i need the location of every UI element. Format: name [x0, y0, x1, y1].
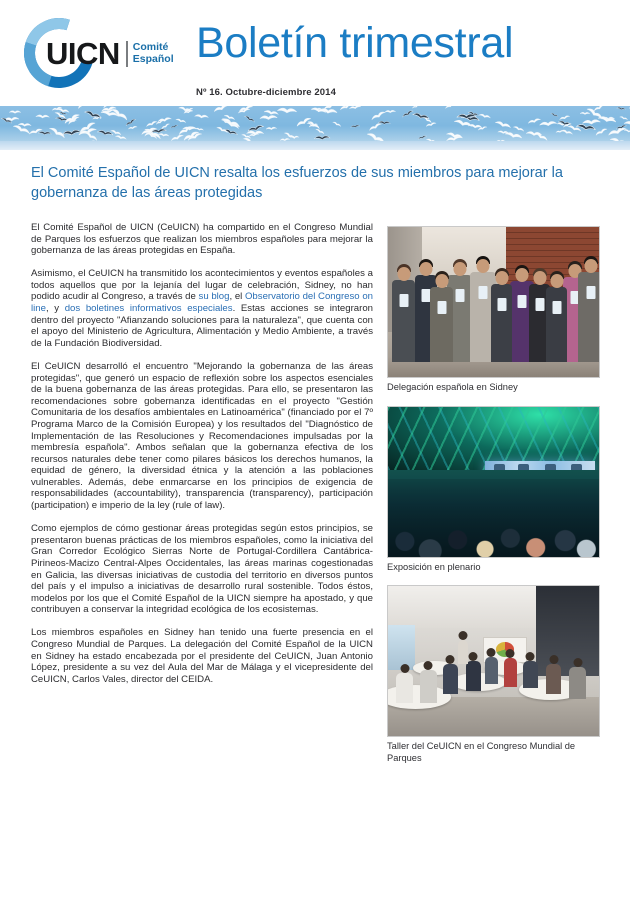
inline-link[interactable]: su blog — [198, 291, 230, 303]
photo-block-delegation — [387, 226, 600, 394]
article-headline: El Comité Español de UICN resalta los esfuerzos de sus miembros para mejorar la gobernanza de las áreas protegidas — [31, 165, 563, 201]
photo-person — [430, 287, 453, 362]
photo-caption-workshop: Taller del CeUICN en el Congreso Mundial de Parques — [387, 741, 576, 763]
photo-delegation-image — [387, 226, 600, 378]
photo-attendee — [569, 667, 586, 699]
photo-person — [491, 284, 512, 362]
photo-attendee — [458, 640, 469, 664]
logo-subtitle-line1: Comité — [132, 41, 169, 53]
text-run: El CeUICN desarrolló el encuentro "Mejorando la gobernanza de las áreas protegidas", que generó un espacio de reflexión sobre los aspectos esenciales de la buena gobernanza de las áreas protegidas. Para ello, se presentaron las recomendaciones sobre gobernanza identificadas en el proyecto "Gestión Comunitaria de los desafíos ambientales en Latinoamérica" (financiado por el 7º Programa Marco de la Comisión Europea) y los resultados del "Diagnóstico de Implementación de las Resoluciones y Recomendaciones impulsadas por la membresía española". Ambos señalan que la gobernanza efectiva de los recursos naturales debe tener como pilares básicos los derechos humanos, la equidad de género, la diversidad étnica y la atención a las poblaciones vulnerables. Además, debe enmarcarse en los principios de exigencia de responsabilidades (accountability), transparencia (transparency), participación (participation) e imperio de la ley (rule of law). — [31, 360, 373, 512]
logo-text — [46, 38, 174, 69]
logo-acronym: UICN — [46, 36, 120, 71]
paragraph-1 — [31, 222, 373, 257]
inline-link[interactable]: dos boletines informativos especiales — [64, 303, 233, 315]
photo-attendee — [420, 670, 437, 703]
text-run: Como ejemplos de cómo gestionar áreas protegidas según estos principios, se presentaron buenas prácticas de los miembros españoles, como la iniciativa del Gran Corredor Ecológico Sierras Norte de Portugal-Cordillera Cantábrica- Pirineos-Macizo Central-Alpes Occidentales, las áreas marinas cogestionadas en Galicia, las diversas iniciativas de custodia del territorio en diversos puntos del país y el impulso a iniciativas de desarrollo rural sostenible. Todos éstos, modelos por los que el Comité Español de la UICN siempre ha apostado, y que contribuyen a conservar la integridad ecológica de los ecosistemas. — [31, 523, 373, 616]
text-run: . Estas acciones se integraron dentro del proyecto "Afianzando soluciones para la naturaleza", que cuenta con el apoyo del Ministerio de Agricultura, Alimentación y Medio Ambiente, a través de la Fundación Biodiversidad. — [31, 303, 373, 349]
photo-person — [546, 287, 567, 362]
photo-attendee — [443, 664, 458, 694]
issue-line: Nº 16. Octubre-diciembre 2014 — [196, 87, 336, 98]
photo-caption-delegation: Delegación española en Sidney — [387, 382, 518, 392]
photo-attendee — [485, 657, 498, 684]
text-run: El Comité Español de UICN (CeUICN) ha compartido en el Congreso Mundial de Parques los esfuerzos que realizan los miembros españoles para mejorar la gobernanza de las áreas protegidas en España. — [31, 222, 373, 257]
photo-audience — [388, 479, 599, 557]
logo-subtitle-line2: Español — [132, 52, 174, 65]
text-run: Asimismo, el CeUICN ha transmitido los acontecimientos y eventos españoles a todos aquellos que por la lejanía del lugar de celebración, Sidney, no han podido acudir al Congreso, a través de — [31, 268, 373, 303]
photo-dark-wall — [536, 586, 599, 676]
photo-window — [388, 625, 415, 670]
photo-block-plenary — [387, 406, 600, 574]
photo-attendee — [504, 658, 517, 687]
birds-banner-image — [0, 106, 630, 150]
masthead — [0, 0, 630, 106]
paragraph-4 — [31, 523, 373, 616]
photo-plenary-image — [387, 406, 600, 558]
article-body-column — [31, 222, 373, 697]
photo-caption-plenary: Exposición en plenario — [387, 561, 481, 572]
paragraph-5 — [31, 627, 373, 685]
uicn-logo — [18, 16, 188, 92]
text-run: , y — [45, 303, 65, 315]
photo-person — [392, 280, 415, 363]
logo-subtitle — [133, 42, 174, 65]
logo-divider — [126, 41, 128, 67]
paragraph-2 — [31, 268, 373, 349]
photo-attendee — [546, 664, 561, 694]
inline-link[interactable]: Observatorio del Congreso on line — [31, 291, 373, 315]
photo-attendee — [466, 661, 481, 691]
photo-attendee — [523, 661, 538, 688]
paragraph-3 — [31, 361, 373, 512]
photo-attendee — [396, 673, 413, 703]
page-title: Boletín trimestral — [196, 19, 514, 67]
photo-block-workshop — [387, 585, 600, 764]
photo-column — [387, 226, 600, 776]
text-run: Los miembros españoles en Sidney han tenido una fuerte presencia en el Congreso Mundial de Parques. La delegación del Comité Español de la UICN en Sidney ha estado encabezada por el presidente del CeUICN, Juan Antonio López, presidente a su vez del Aula del Mar de Málaga y el vicepresidente del CeUICN, Carlos Vales, director del CEIDA. — [31, 627, 373, 685]
banner-horizon — [0, 141, 630, 150]
photo-person — [578, 272, 600, 362]
text-run: , el — [229, 291, 245, 303]
photo-workshop-image — [387, 585, 600, 737]
